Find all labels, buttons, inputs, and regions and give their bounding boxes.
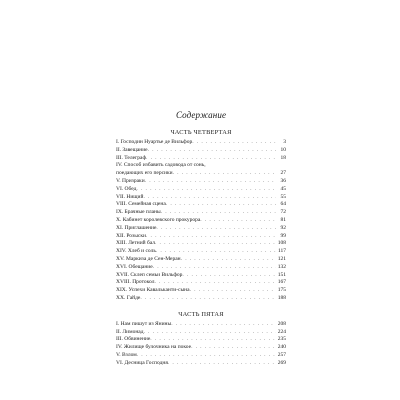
toc-entry	[116, 225, 286, 233]
toc-entry-title: IV. Жилище булочника на покое	[116, 344, 192, 351]
dot-leader	[145, 178, 276, 186]
toc-entry	[116, 344, 286, 352]
dot-leader	[168, 360, 276, 368]
toc-entry-title: XVI. Обещание	[116, 263, 153, 270]
toc-entry-page: 64	[280, 201, 286, 208]
toc-entry-title: VI. Обед	[116, 185, 137, 192]
toc-entry	[116, 264, 286, 272]
toc-entry-page: 117	[277, 248, 286, 255]
toc-entry	[116, 336, 286, 344]
toc-entry	[116, 240, 286, 248]
toc-entry-title: XIX. Успехи Кавальканти-сына	[116, 287, 190, 294]
toc-entry	[116, 217, 286, 225]
toc-entry-page: 10	[280, 146, 286, 153]
toc-entry-title-line: IV. Способ избавить садовода от сонь,	[116, 162, 206, 169]
toc-part	[116, 129, 286, 303]
part-title: ЧАСТЬ ЧЕТВЕРТАЯ	[170, 129, 232, 136]
toc-entry-page: 99	[280, 232, 286, 239]
dot-leader	[136, 186, 276, 194]
toc-entry	[116, 295, 286, 303]
part-title: ЧАСТЬ ПЯТАЯ	[178, 310, 224, 318]
toc-entry	[116, 272, 286, 280]
toc-entry-title: III. Обвинение	[116, 336, 151, 343]
toc-part	[116, 311, 286, 368]
toc-entry-page: 269	[277, 359, 286, 366]
toc-entry-title: XI. Приглашение	[116, 224, 157, 231]
toc-entry-page: 132	[277, 263, 286, 270]
toc-entry	[116, 201, 286, 209]
dot-leader	[166, 201, 276, 209]
toc-entry-page: 235	[277, 336, 286, 343]
toc-entry	[116, 352, 286, 360]
toc-entry-title: XV. Маркиза де Сен-Меран	[116, 255, 181, 262]
toc-entry-page: 55	[280, 193, 286, 200]
dot-leader	[192, 139, 276, 147]
toc-entry	[116, 139, 286, 147]
toc-parts	[116, 129, 286, 368]
dot-leader	[154, 279, 276, 287]
toc-entry-title: XVIII. Протокол	[116, 279, 155, 286]
toc-entry	[116, 178, 286, 186]
toc-entry-title: II. Завещание	[116, 146, 148, 153]
toc-entry-page: 188	[277, 294, 286, 301]
toc-entry-title: XVII. Склеп семьи Вильфор	[116, 271, 183, 278]
toc-title: Содержание	[175, 110, 227, 120]
toc-entry-title: I. Нам пишут из Янины	[116, 320, 172, 327]
dot-leader	[137, 352, 276, 360]
dot-leader	[200, 217, 276, 225]
toc-entry-page: 18	[280, 154, 286, 161]
dot-leader	[161, 209, 276, 217]
toc-entry	[116, 147, 286, 155]
toc-entry	[116, 321, 286, 329]
toc-entry-page: 175	[277, 287, 286, 294]
dot-leader	[146, 233, 276, 241]
toc-entry-page: 108	[277, 240, 286, 247]
toc-entry-page: 257	[277, 351, 286, 358]
toc-entry	[116, 170, 286, 178]
toc-entry-page: 151	[277, 271, 286, 278]
dot-leader	[155, 240, 276, 248]
toc-entry	[116, 256, 286, 264]
toc-entry-title: I. Господин Нуартье де Вильфор	[116, 139, 193, 145]
toc-entry-page: 121	[277, 255, 286, 262]
dot-leader	[153, 264, 276, 272]
toc-entry	[116, 248, 286, 256]
dot-leader	[181, 256, 276, 264]
dot-leader	[182, 272, 276, 280]
dot-leader	[173, 170, 276, 178]
toc-entry-page: 167	[277, 279, 286, 286]
toc-entry	[116, 209, 286, 217]
toc-entry-title: XII. Розыски	[116, 232, 146, 239]
dot-leader	[190, 287, 276, 295]
dot-leader	[171, 321, 276, 329]
toc-entry-title: VIII. Семейная сцена	[116, 201, 166, 208]
toc-entry-page: 208	[277, 320, 286, 327]
toc-entry-page: 3	[283, 139, 286, 145]
toc-entry	[116, 279, 286, 287]
dot-leader	[150, 336, 276, 344]
toc-entry-title: VI. Десница Господня	[116, 359, 168, 366]
toc-entry-title: V. Призраки	[116, 177, 145, 184]
toc-entry-title: XX. Гайде	[116, 294, 141, 301]
toc-entry-page: 27	[280, 170, 286, 177]
toc-entry-list	[116, 321, 286, 368]
toc-entry-page: 240	[277, 344, 286, 351]
toc-entry-list	[116, 139, 286, 303]
toc-entry-page: 92	[280, 224, 286, 231]
toc-entry-title: II. Лимонад	[116, 328, 144, 335]
toc-entry-title: VII. Нищий	[116, 193, 144, 200]
toc-entry-page: 81	[280, 216, 286, 223]
dot-leader	[148, 147, 276, 155]
dot-leader	[156, 248, 276, 256]
toc-entry-page: 45	[280, 185, 286, 192]
toc-entry-title: XIII. Летний бал	[116, 240, 155, 247]
toc-entry	[116, 186, 286, 194]
toc-entry-title: поедающих его персики	[116, 170, 173, 177]
table-of-contents	[116, 110, 286, 368]
toc-entry-title: III. Телеграф	[116, 154, 147, 161]
dot-leader	[140, 295, 276, 303]
toc-entry-page: 224	[277, 328, 286, 335]
dot-leader	[191, 344, 276, 352]
toc-entry-page: 36	[280, 177, 286, 184]
toc-entry	[116, 287, 286, 295]
dot-leader	[144, 329, 277, 337]
dot-leader	[156, 225, 276, 233]
toc-entry-title: X. Кабинет королевского прокурора	[116, 216, 201, 223]
toc-entry-title: V. Взлом	[116, 351, 137, 358]
toc-entry-page: 72	[280, 209, 286, 216]
toc-entry-title: IX. Брачные планы	[116, 209, 161, 216]
toc-entry-title: XIV. Хлеб и соль	[116, 248, 156, 255]
toc-entry	[116, 360, 286, 368]
